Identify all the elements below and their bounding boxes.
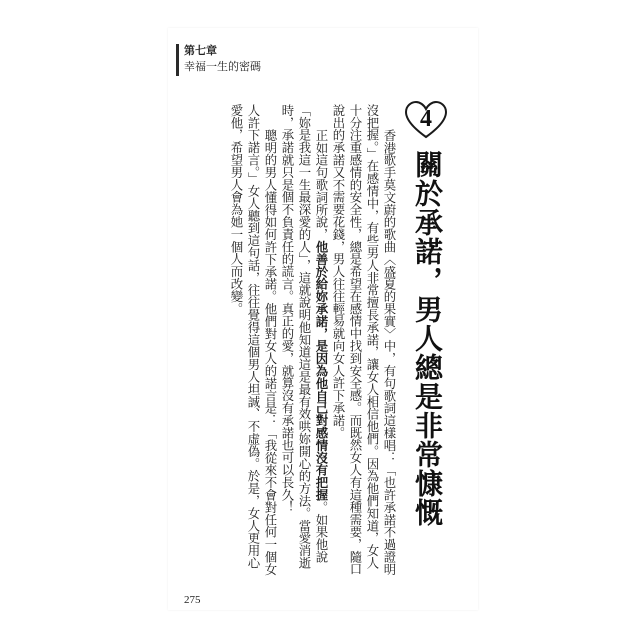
chapter-marker-bar xyxy=(176,44,179,76)
section-number: 4 xyxy=(420,106,432,132)
chapter-label: 第七章 xyxy=(184,44,217,57)
paragraph-2 xyxy=(279,104,330,580)
page-number: 275 xyxy=(184,594,201,606)
section-heading: 關於承諾，男人總是非常慷慨 xyxy=(411,150,444,527)
chapter-title: 幸福一生的密碼 xyxy=(184,60,261,73)
body-text xyxy=(226,104,398,580)
paragraph-3: 聰明的男人懂得如何許下承諾。他們對女人的諾言是：「我從來不會對任何一個女人許下諾言。」女人聽到這句話，往往覺得這個男人坦誠、不虛偽。於是，女人更用心愛他，希望男人會為她一個人而改變。 xyxy=(229,104,278,576)
paragraph-2-emphasis: 他善於給妳承諾，是因為他自己對感情沒有把握 xyxy=(314,240,329,501)
paragraph-2-start: 正如這句歌詞所說， xyxy=(314,128,329,241)
paragraph-1: 香港歌手莫文蔚的歌曲〈盛夏的果實〉中，有句歌詞這樣唱：「也許承諾不過證明沒把握。」在感情中，有些男人非常擅長承諾，讓女人相信他們。因為他們知道，女人十分注重感情的安全性，總是希望在感情中找到安全感。而既然女人有這種需要，隨口說出的承諾又不需要花錢，男人往往輕易就向女人許下承諾。 xyxy=(331,104,397,576)
paragraph-2-end: 。如果他說「妳是我這一生最深愛的人」，這就說明他知道這是最有效哄妳開心的方法。當愛消逝時，承諾就只是個不負責任的謊言。真正的愛，就算沒有承諾也可以長久！ xyxy=(280,104,329,569)
